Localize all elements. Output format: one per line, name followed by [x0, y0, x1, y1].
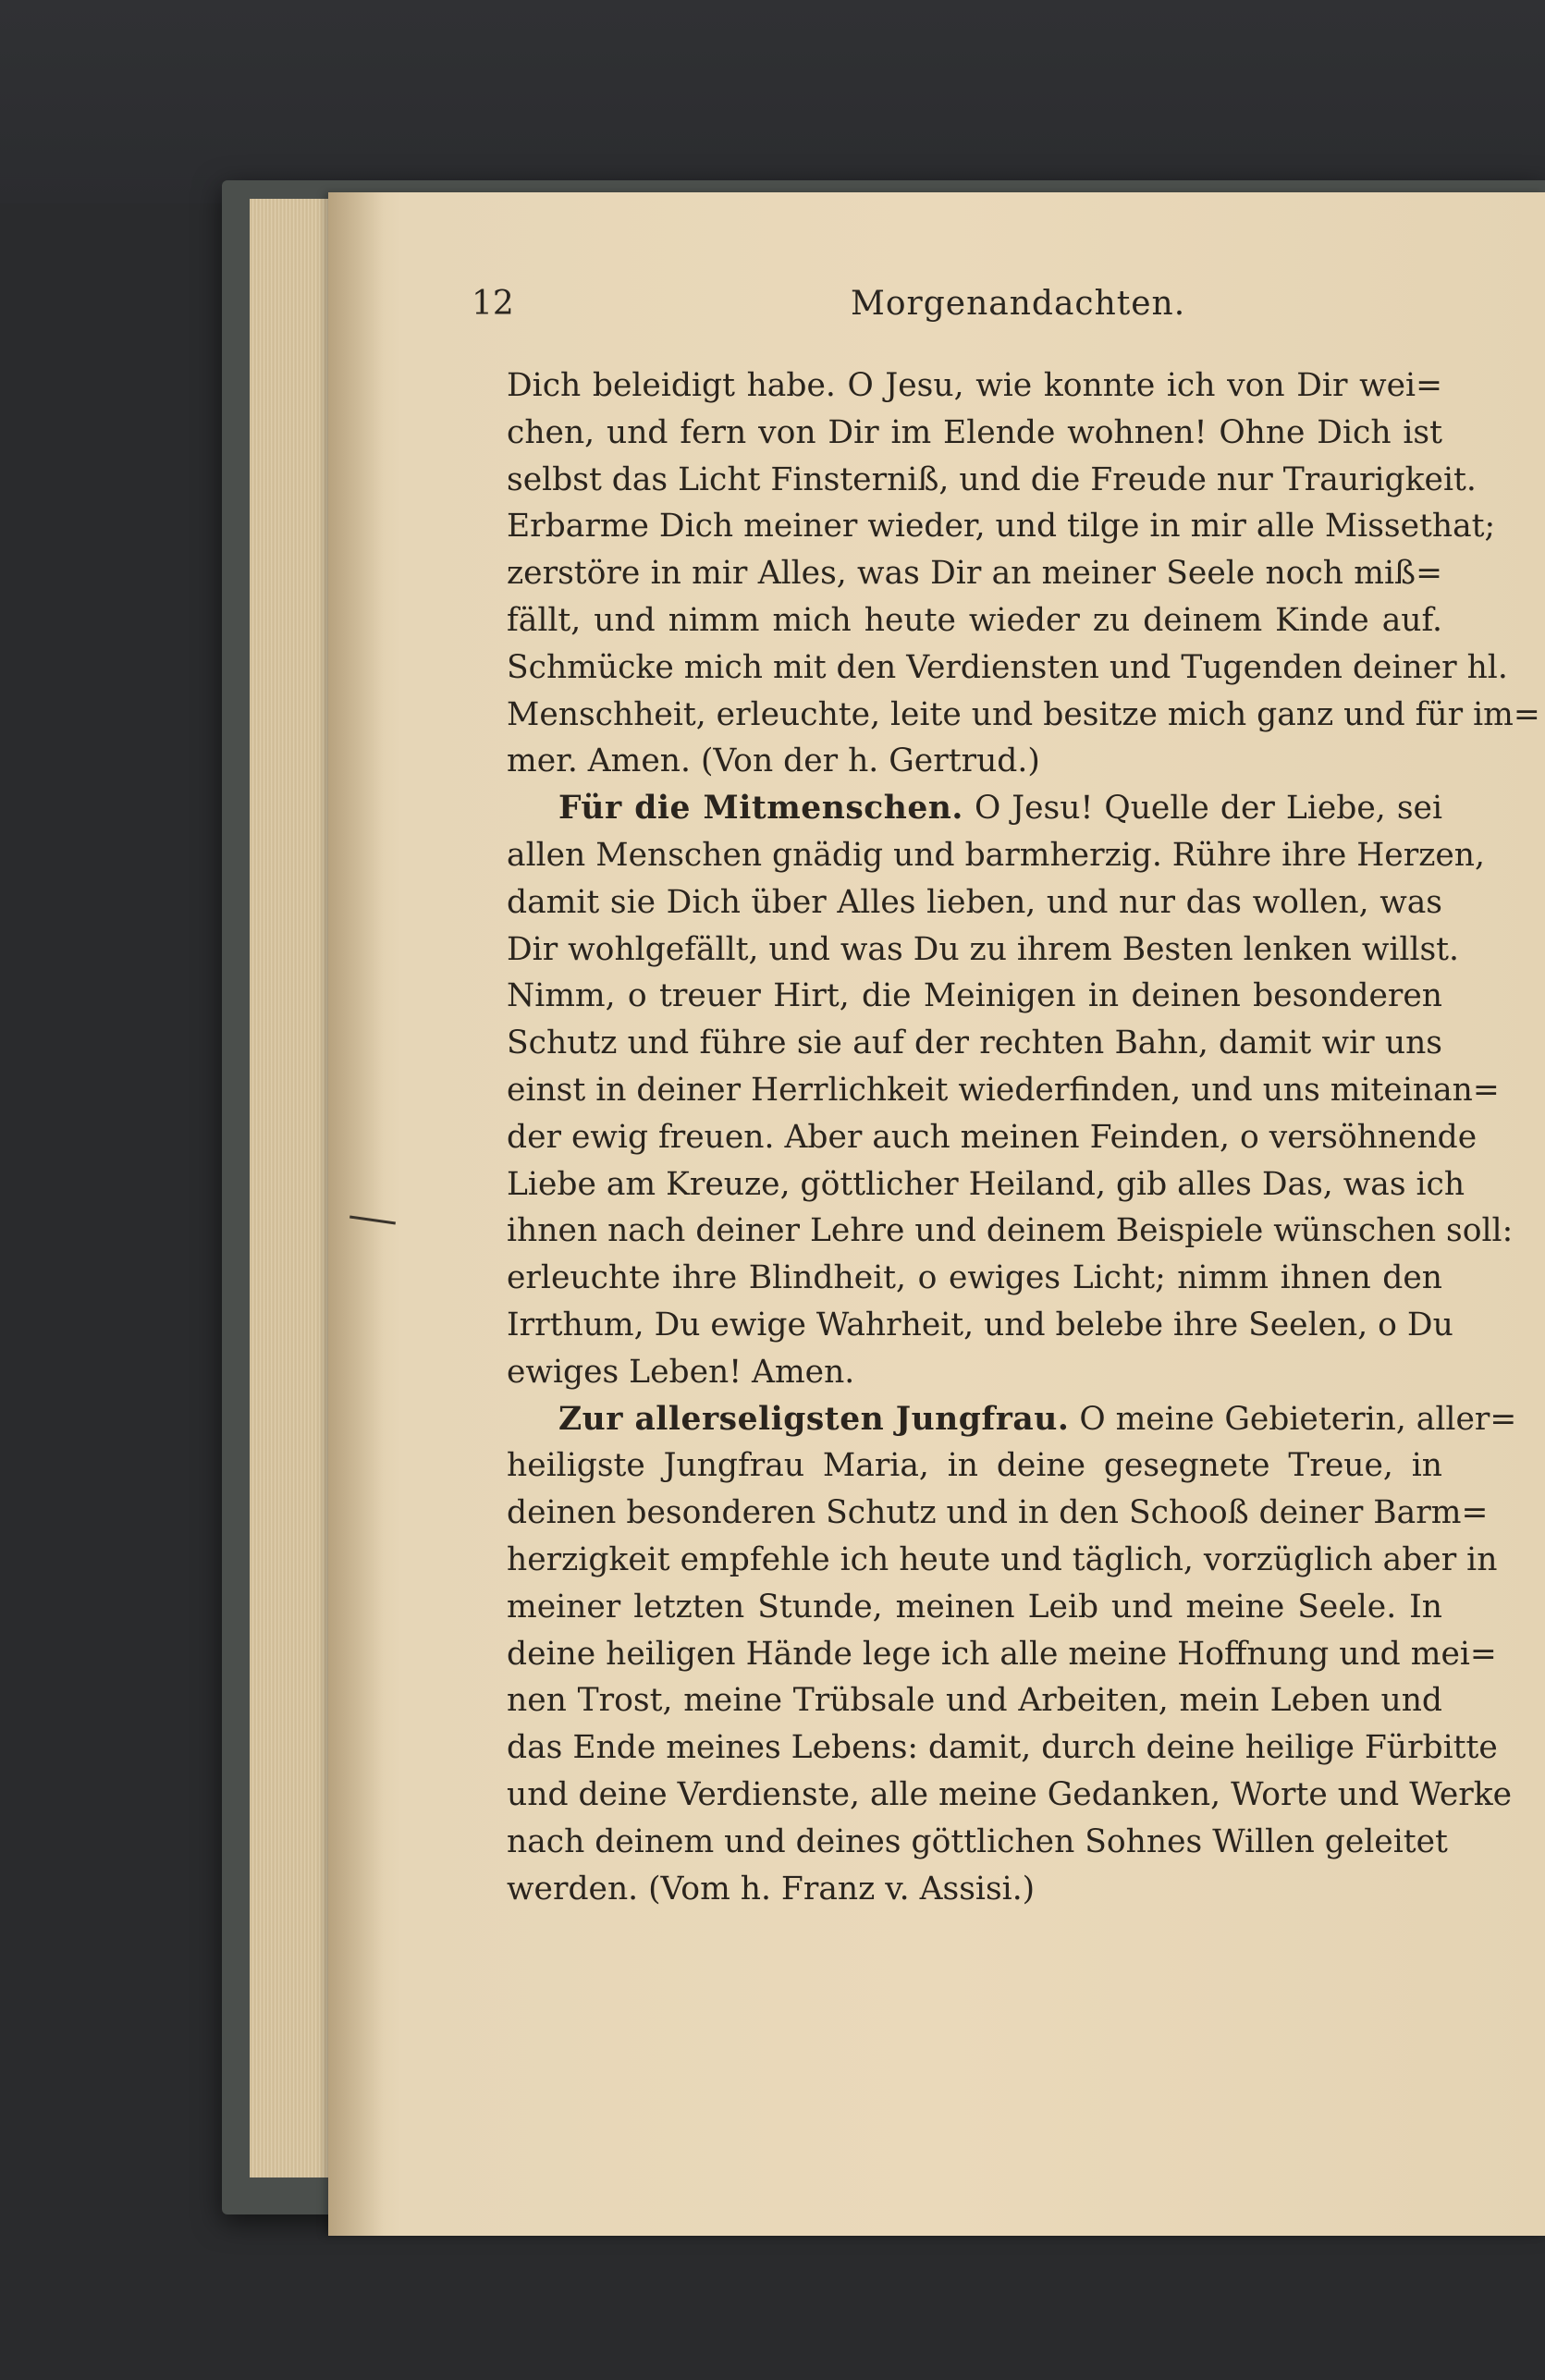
text-run: O Jesu! Quelle der Liebe, sei [974, 790, 1442, 828]
text-line: nen Trost, meine Trübsale und Arbeiten, mein Leben und [507, 1682, 1442, 1720]
text-line: Erbarme Dich meiner wieder, und tilge in mir alle Missethat; [507, 508, 1496, 546]
text-line: selbst das Licht Finsterniß, und die Freude nur Traurigkeit. [507, 460, 1477, 498]
background [0, 0, 1545, 203]
text-line: Nimm, o treuer Hirt, die Meinigen in deinen besonderen [507, 977, 1442, 1015]
text-run: O meine Gebieterin, aller= [1079, 1400, 1517, 1438]
text-line: heiligste Jungfrau Maria, in deine gesegnete Treue, in [507, 1447, 1442, 1485]
text-line: Irrthum, Du ewige Wahrheit, und belebe ihre Seelen, o Du [507, 1306, 1453, 1343]
text-line: einst in deiner Herrlichkeit wiederfinden, und uns miteinan= [507, 1071, 1500, 1109]
text-line: erleuchte ihre Blindheit, o ewiges Licht; nimm ihnen den [507, 1259, 1442, 1297]
page-header [472, 285, 1442, 340]
section-heading-jungfrau: Zur allerseligsten Jungfrau. [558, 1400, 1070, 1438]
text-line: zerstöre in mir Alles, was Dir an meiner Seele noch miß= [507, 555, 1442, 593]
text-line: deine heiligen Hände lege ich alle meine Hoffnung und mei= [507, 1635, 1497, 1673]
text-line: Dir wohlgefällt, und was Du zu ihrem Besten lenken willst. [507, 930, 1460, 968]
text-line: Schmücke mich mit den Verdiensten und Tugenden deiner hl. [507, 648, 1508, 686]
text-line: fällt, und nimm mich heute wieder zu deinem Kinde auf. [507, 601, 1442, 639]
section-heading-line [507, 785, 1442, 832]
text-line: chen, und fern von Dir im Elende wohnen! Ohne Dich ist [507, 413, 1442, 451]
text-line: ihnen nach deiner Lehre und deinem Beispiele wünschen soll: [507, 1212, 1514, 1250]
text-line: nach deinem und deines göttlichen Sohnes Willen geleitet [507, 1822, 1448, 1860]
text-line: werden. (Vom h. Franz v. Assisi.) [507, 1870, 1036, 1908]
text-line: deinen besonderen Schutz und in den Schooß deiner Barm= [507, 1494, 1489, 1532]
page-gutter-shadow [328, 192, 384, 2236]
text-line: herzigkeit empfehle ich heute und täglich, vorzüglich aber in [507, 1540, 1498, 1578]
text-line: Menschheit, erleuchte, leite und besitze mich ganz und für im= [507, 695, 1540, 733]
page-number: 12 [472, 285, 514, 323]
running-head: Morgenandachten. [851, 285, 1186, 323]
section-heading-line [507, 1396, 1517, 1443]
text-line: das Ende meines Lebens: damit, durch deine heilige Fürbitte [507, 1729, 1498, 1767]
text-line: Schutz und führe sie auf der rechten Bahn, damit wir uns [507, 1024, 1442, 1062]
text-line: mer. Amen. (Von der h. Gertrud.) [507, 742, 1040, 780]
section-heading-mitmenschen: Für die Mitmenschen. [558, 790, 963, 828]
text-line: und deine Verdienste, alle meine Gedanken, Worte und Werke [507, 1775, 1513, 1813]
text-line: Dich beleidigt habe. O Jesu, wie konnte ich von Dir wei= [507, 367, 1442, 404]
text-line: ewiges Leben! Amen. [507, 1353, 855, 1391]
text-line: Liebe am Kreuze, göttlicher Heiland, gib alles Das, was ich [507, 1165, 1465, 1203]
text-line: damit sie Dich über Alles lieben, und nur das wollen, was [507, 883, 1442, 921]
text-line: meiner letzten Stunde, meinen Leib und meine Seele. In [507, 1588, 1442, 1626]
text-line: der ewig freuen. Aber auch meinen Feinden, o versöhnende [507, 1118, 1478, 1156]
text-line: allen Menschen gnädig und barmherzig. Rühre ihre Herzen, [507, 836, 1485, 874]
body-text [507, 362, 1540, 1912]
